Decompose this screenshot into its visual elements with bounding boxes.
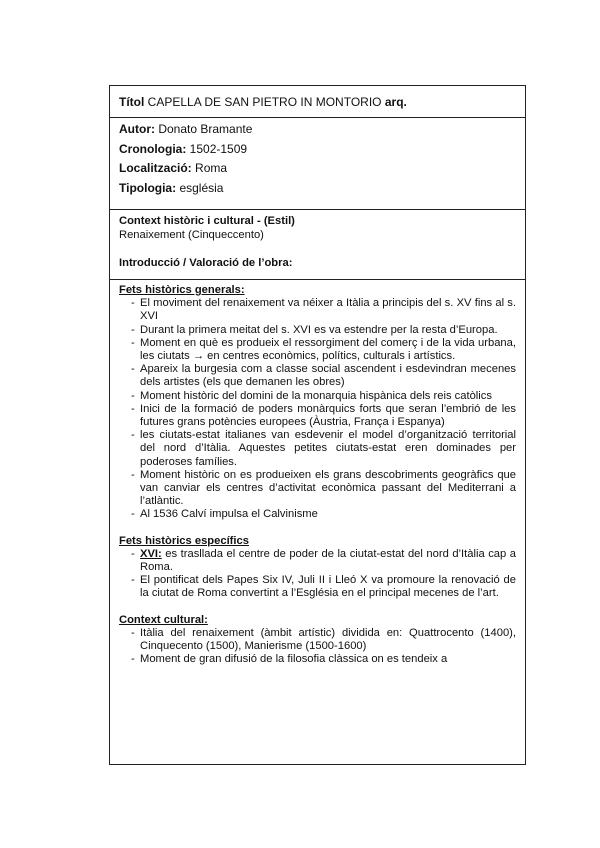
title-suffix: arq. xyxy=(384,94,407,109)
meta-value: Roma xyxy=(195,161,228,175)
list-item xyxy=(119,548,516,574)
title-value: CAPELLA DE SAN PIETRO IN MONTORIO xyxy=(147,94,382,109)
meta-chronology xyxy=(119,140,516,160)
meta-label: Cronologia: xyxy=(119,141,187,156)
general-facts-heading: Fets històrics generals: xyxy=(119,284,245,296)
list-item: - Inici de la formació de poders monàrquics forts que seran l’embrió de les futures grans potències europees (Àustria, França i Espanya) xyxy=(119,403,516,429)
list-item: - Moment en què es produeix el ressorgiment del comerç i de la vida urbana, les ciutats → en centres econòmics, polítics, culturals i artístics. xyxy=(119,337,516,363)
list-item: - Apareix la burgesia com a classe social ascendent i esdevindran mecenes dels artistes (els que demanen les obres) xyxy=(119,363,516,389)
specific-facts-heading: Fets històrics específics xyxy=(119,534,249,547)
meta-typology xyxy=(119,179,516,199)
document-table xyxy=(109,85,526,765)
body-cell xyxy=(110,280,525,666)
cultural-context-heading: Context cultural: xyxy=(119,613,208,626)
meta-label: Autor: xyxy=(119,122,155,136)
specific-facts-list xyxy=(119,548,516,601)
list-item: - Moment de gran difusió de la filosofia clàssica on es tendeix a xyxy=(119,653,516,666)
list-item: - Al 1536 Calví impulsa el Calvinisme xyxy=(119,508,516,521)
context-heading: Context històric i cultural - (Estil) xyxy=(119,215,295,227)
meta-value: Donato Bramante xyxy=(158,122,253,136)
list-item: - Moment històric on es produeixen els grans descobriments geogràfics que van canviar els centres d’activitat econòmica passant del Mediterrani a l’atlàntic. xyxy=(119,469,516,509)
meta-label: Localització: xyxy=(119,161,192,175)
meta-author xyxy=(119,120,516,140)
list-item-text: es trasllada el centre de poder de la ciutat-estat del nord d’Itàlia cap a Roma. xyxy=(140,547,516,574)
list-item: - El moviment del renaixement va néixer a Itàlia a principis del s. XV fins al s. XVI xyxy=(119,297,516,323)
intro-heading: Introducció / Valoració de l’obra: xyxy=(119,257,293,269)
meta-label: Tipologia: xyxy=(119,180,177,195)
style-text: Renaixement (Cinqueccento) xyxy=(119,229,264,241)
title-cell xyxy=(110,86,525,118)
list-item: - Itàlia del renaixement (àmbit artístic) dividida en: Quattrocento (1400), Cinquecento (1500), Manierisme (1500-1600) xyxy=(119,627,516,653)
meta-value: església xyxy=(179,180,224,195)
list-item: - El pontificat dels Papes Six IV, Juli II i Lleó X va promoure la renovació de la ciutat de Roma convertint a l’Església en el principal mecenes de l’art. xyxy=(119,574,516,600)
context-cell xyxy=(110,210,525,280)
meta-cell xyxy=(110,118,525,210)
list-item: - Durant la primera meitat del s. XVI es va estendre per la resta d’Europa. xyxy=(119,324,516,337)
title-label: Títol xyxy=(119,94,145,109)
meta-value: 1502-1509 xyxy=(189,141,248,156)
list-item: - Moment històric del domini de la monarquia hispànica dels reis catòlics xyxy=(119,390,516,403)
general-facts-list xyxy=(119,297,516,521)
century-label: XVI: xyxy=(140,547,162,560)
meta-location xyxy=(119,159,516,179)
cultural-context-list xyxy=(119,627,516,667)
list-item: - les ciutats-estat italianes van esdevenir el model d’organització territorial del nord d’Itàlia. Aquestes petites ciutats-estat eren dominades per poderoses famílies. xyxy=(119,429,516,469)
